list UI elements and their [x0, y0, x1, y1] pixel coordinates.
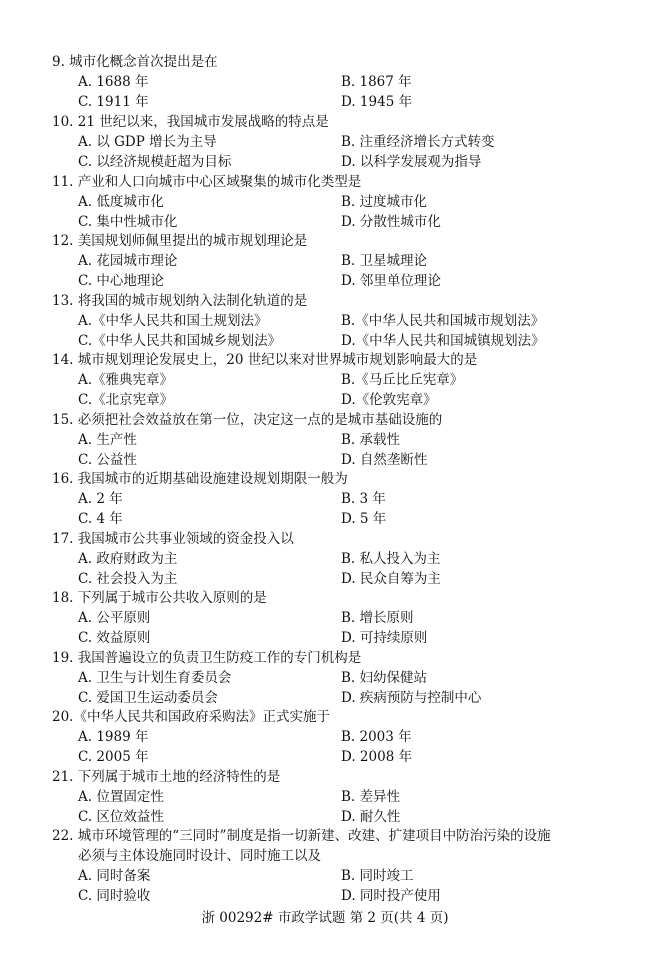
- option-a: A. 卫生与计划生育委员会: [78, 670, 232, 686]
- option-c: C. 效益原则: [78, 630, 151, 646]
- option-c: C. 集中性城市化: [78, 214, 178, 230]
- option-b: B.《马丘比丘宪章》: [341, 372, 464, 388]
- option-b: B. 2003 年: [341, 729, 412, 745]
- option-b: B. 承载性: [341, 432, 401, 448]
- option-d: D. 以科学发展观为指导: [341, 154, 482, 170]
- question-stem: 9. 城市化概念首次提出是在: [52, 54, 218, 70]
- page-footer: 浙 00292# 市政学试题 第 2 页(共 4 页): [201, 910, 449, 926]
- question-stem: 12. 美国规划师佩里提出的城市规划理论是: [52, 233, 308, 249]
- option-d: D. 民众自筹为主: [341, 571, 441, 587]
- question-stem: 10. 21 世纪以来，我国城市发展战略的特点是: [52, 114, 329, 130]
- option-d: D. 5 年: [341, 511, 387, 527]
- question-stem: 17. 我国城市公共事业领域的资金投入以: [52, 531, 294, 547]
- option-a: A. 同时备案: [78, 868, 151, 884]
- option-c: C. 1911 年: [78, 94, 149, 110]
- option-d: D. 邻里单位理论: [341, 273, 441, 289]
- option-a: A. 公平原则: [78, 610, 151, 626]
- option-a: A. 2 年: [78, 491, 123, 507]
- option-d: D. 可持续原则: [341, 630, 428, 646]
- option-d: D. 分散性城市化: [341, 214, 441, 230]
- option-a: A.《雅典宪章》: [78, 372, 174, 388]
- option-d: D. 1945 年: [341, 94, 413, 110]
- option-a: A. 以 GDP 增长为主导: [78, 134, 217, 150]
- option-c: C.《北京宪章》: [78, 392, 174, 408]
- option-c: C. 同时验收: [78, 888, 151, 904]
- option-a: A. 生产性: [78, 432, 137, 448]
- option-d: D. 疾病预防与控制中心: [341, 690, 482, 706]
- question-stem: 20.《中华人民共和国政府采购法》正式实施于: [52, 709, 330, 725]
- option-b: B. 过度城市化: [341, 194, 428, 210]
- option-c: C.《中华人民共和国城乡规划法》: [78, 333, 282, 349]
- option-b: B. 差异性: [341, 789, 401, 805]
- option-b: B. 1867 年: [341, 74, 412, 90]
- question-stem: 16. 我国城市的近期基础设施建设规划期限一般为: [52, 471, 348, 487]
- option-b: B. 增长原则: [341, 610, 414, 626]
- option-b: B. 注重经济增长方式转变: [341, 134, 495, 150]
- question-stem: 22. 城市环境管理的“三同时”制度是指一切新建、改建、扩建项目中防治污染的设施: [52, 828, 551, 844]
- option-b: B. 3 年: [341, 491, 386, 507]
- option-b: B. 妇幼保健站: [341, 670, 428, 686]
- question-stem: 18. 下列属于城市公共收入原则的是: [52, 590, 267, 606]
- option-c: C. 区位效益性: [78, 809, 164, 825]
- option-a: A. 1989 年: [78, 729, 149, 745]
- question-stem: 13. 将我国的城市规划纳入法制化轨道的是: [52, 293, 308, 309]
- option-a: A. 低度城市化: [78, 194, 164, 210]
- option-a: A.《中华人民共和国土规划法》: [78, 313, 268, 329]
- option-a: A. 位置固定性: [78, 789, 164, 805]
- option-b: B. 卫星城理论: [341, 253, 428, 269]
- option-a: A. 花园城市理论: [78, 253, 178, 269]
- option-b: B. 私人投入为主: [341, 551, 441, 567]
- option-a: A. 1688 年: [78, 74, 149, 90]
- option-c: C. 社会投入为主: [78, 571, 178, 587]
- option-c: C. 公益性: [78, 452, 137, 468]
- option-d: D. 自然垄断性: [341, 452, 428, 468]
- option-d: D.《中华人民共和国城镇规划法》: [341, 333, 545, 349]
- option-b: B.《中华人民共和国城市规划法》: [341, 313, 545, 329]
- option-b: B. 同时竣工: [341, 868, 414, 884]
- option-d: D. 2008 年: [341, 749, 413, 765]
- question-stem: 15. 必须把社会效益放在第一位，决定这一点的是城市基础设施的: [52, 412, 443, 428]
- question-stem: 19. 我国普遍设立的负责卫生防疫工作的专门机构是: [52, 650, 362, 666]
- question-stem: 21. 下列属于城市土地的经济特性的是: [52, 769, 281, 785]
- option-c: C. 4 年: [78, 511, 123, 527]
- option-d: D. 耐久性: [341, 809, 401, 825]
- option-c: C. 以经济规模赶超为目标: [78, 154, 232, 170]
- option-c: C. 中心地理论: [78, 273, 164, 289]
- question-stem: 11. 产业和人口向城市中心区域聚集的城市化类型是: [52, 174, 362, 190]
- option-c: C. 2005 年: [78, 749, 149, 765]
- option-d: D.《伦敦宪章》: [341, 392, 437, 408]
- question-stem-continued: 必须与主体设施同时设计、同时施工以及: [78, 848, 321, 864]
- option-d: D. 同时投产使用: [341, 888, 441, 904]
- question-stem: 14. 城市规划理论发展史上，20 世纪以来对世界城市规划影响最大的是: [52, 352, 478, 368]
- option-c: C. 爱国卫生运动委员会: [78, 690, 218, 706]
- option-a: A. 政府财政为主: [78, 551, 178, 567]
